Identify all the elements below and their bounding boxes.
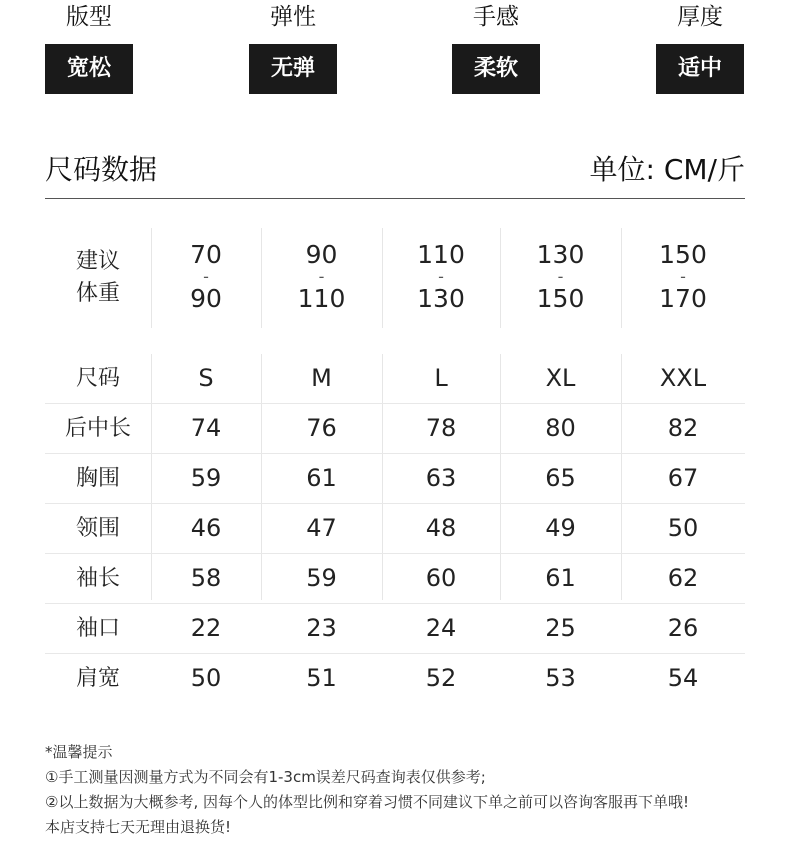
table-cell: 23 — [306, 614, 337, 642]
weight-to: 150 — [536, 284, 585, 313]
table-row — [45, 554, 745, 604]
table-cell: 59 — [190, 464, 222, 492]
table-cell: 22 — [190, 614, 222, 642]
row-label: 肩宽 — [75, 666, 120, 691]
table-cell: 62 — [667, 564, 699, 592]
table-cell: 74 — [190, 414, 222, 442]
row-label: 胸围 — [75, 466, 120, 491]
table-cell: 54 — [667, 664, 699, 692]
attr-label: 手感 — [473, 4, 519, 30]
table-cell: 80 — [545, 414, 576, 442]
tip-line: ①手工测量因测量方式为不同会有1-3cm误差尺码查询表仅供参考; — [45, 768, 486, 786]
weight-label-line1: 建议 — [75, 249, 120, 274]
attr-label: 厚度 — [677, 4, 723, 30]
table-cell: 76 — [306, 414, 337, 442]
attr-thickness — [656, 0, 744, 94]
table-cell: 60 — [425, 564, 457, 592]
weight-to: 110 — [297, 284, 346, 313]
header-cell: XXL — [659, 364, 707, 392]
table-row — [45, 654, 745, 703]
weight-to: 170 — [659, 284, 707, 313]
header-cell: 尺码 — [75, 366, 120, 391]
table-cell: 46 — [190, 514, 222, 542]
weight-from: 150 — [659, 240, 707, 269]
divider — [45, 198, 745, 199]
weight-from: 110 — [417, 240, 465, 269]
weight-dash: - — [438, 267, 444, 286]
table-cell: 48 — [425, 514, 457, 542]
table-cell: 47 — [306, 514, 337, 542]
unit-label: 单位: CM/斤 — [589, 153, 745, 186]
table-row — [45, 504, 745, 554]
table-cell: 24 — [425, 614, 457, 642]
weight-range-l — [382, 228, 500, 328]
tip-line: ②以上数据为大概参考, 因每个人的体型比例和穿着习惯不同建议下单之前可以咨询客服再下单哦! — [45, 793, 690, 811]
table-cell: 52 — [425, 664, 457, 692]
tips-section — [45, 740, 689, 840]
weight-dash: - — [203, 267, 209, 286]
table-row — [45, 604, 745, 654]
attr-value: 柔软 — [452, 44, 540, 94]
table-row — [45, 404, 745, 454]
table-cell: 82 — [667, 414, 699, 442]
table-cell: 78 — [425, 414, 457, 442]
weight-label — [45, 246, 151, 310]
weight-from: 90 — [305, 240, 338, 269]
table-cell: 26 — [667, 614, 699, 642]
weight-label-line2: 体重 — [75, 281, 120, 306]
attr-label: 版型 — [66, 4, 112, 30]
section-title: 尺码数据 — [45, 153, 158, 186]
row-label: 袖长 — [75, 566, 120, 591]
weight-range-m — [261, 228, 382, 328]
header-cell: L — [434, 364, 448, 392]
weight-range-s — [151, 228, 261, 328]
attr-label: 弹性 — [270, 4, 316, 30]
suggested-weight-row — [45, 228, 745, 328]
table-cell: 67 — [667, 464, 699, 492]
table-cell: 61 — [545, 564, 576, 592]
weight-to: 130 — [417, 284, 465, 313]
table-cell: 58 — [190, 564, 222, 592]
table-cell: 61 — [306, 464, 337, 492]
row-label: 领围 — [75, 516, 120, 541]
weight-from: 70 — [190, 240, 222, 269]
weight-to: 90 — [190, 284, 222, 313]
table-cell: 65 — [545, 464, 576, 492]
weight-dash: - — [318, 267, 325, 286]
table-header-row — [45, 354, 745, 404]
attr-feel — [452, 0, 540, 94]
attr-value: 无弹 — [249, 44, 337, 94]
attr-elasticity — [249, 0, 337, 94]
size-table — [45, 354, 745, 703]
tip-line: 本店支持七天无理由退换货! — [45, 818, 232, 836]
table-cell: 50 — [667, 514, 699, 542]
weight-dash: - — [680, 267, 686, 286]
table-cell: 50 — [190, 664, 222, 692]
table-cell: 63 — [425, 464, 457, 492]
row-label: 后中长 — [64, 416, 131, 441]
table-row — [45, 454, 745, 504]
header-cell: XL — [545, 364, 576, 392]
attr-value: 宽松 — [45, 44, 133, 94]
table-cell: 59 — [306, 564, 337, 592]
table-cell: 49 — [545, 514, 576, 542]
attr-fit — [45, 0, 133, 94]
tips-heading: *温馨提示 — [45, 743, 113, 761]
header-cell: S — [198, 364, 214, 392]
weight-from: 130 — [536, 240, 585, 269]
weight-range-xxl — [621, 228, 745, 328]
table-cell: 25 — [545, 614, 576, 642]
table-cell: 51 — [306, 664, 337, 692]
attr-value: 适中 — [656, 44, 744, 94]
weight-range-xl — [500, 228, 621, 328]
table-cell: 53 — [545, 664, 576, 692]
weight-dash: - — [557, 267, 564, 286]
header-cell: M — [311, 364, 332, 392]
row-label: 袖口 — [75, 616, 120, 641]
